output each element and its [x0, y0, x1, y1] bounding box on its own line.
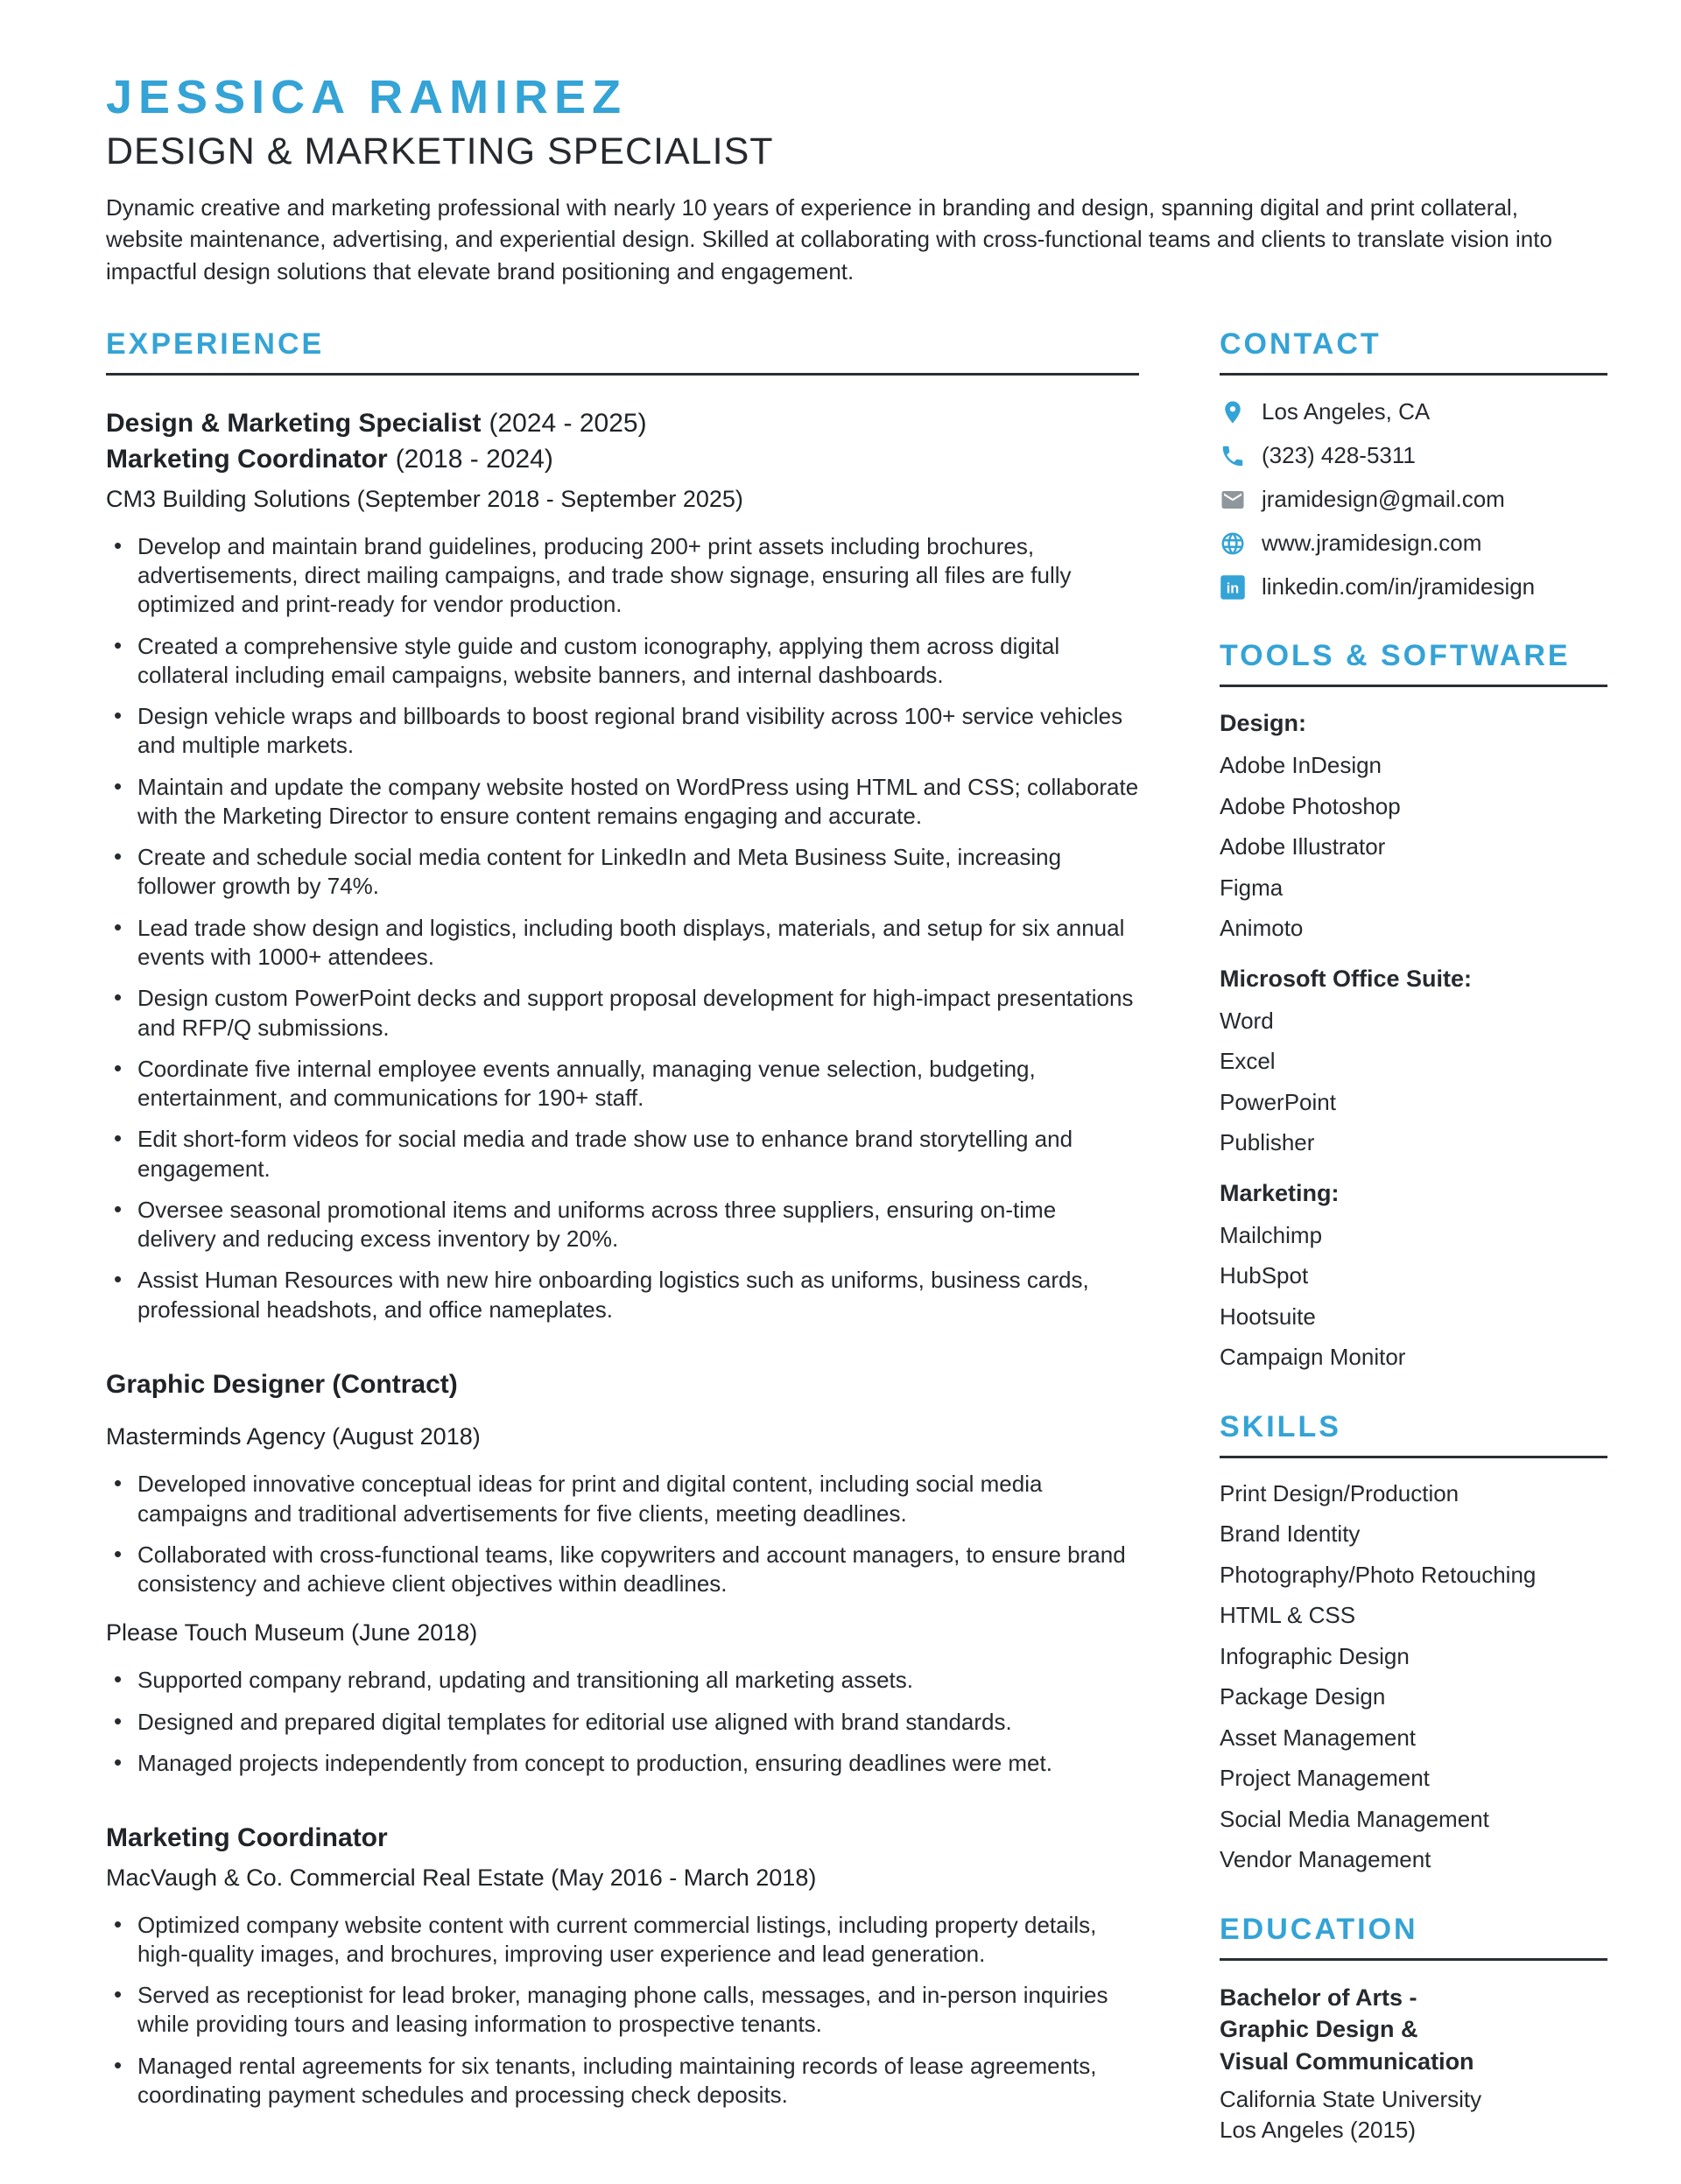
bullet-item: • Oversee seasonal promotional items and uniforms across three suppliers, ensuring on-time delivery and reducing excess inventory by 20%.: [106, 1196, 1139, 1254]
education-heading: EDUCATION: [1220, 1912, 1418, 1946]
education-section: [1220, 1913, 1607, 2146]
tools-heading: TOOLS & SOFTWARE: [1220, 639, 1571, 672]
tool-item: Adobe Illustrator: [1220, 833, 1386, 860]
experience-heading: EXPERIENCE: [106, 327, 325, 361]
tool-item: Mailchimp: [1220, 1221, 1323, 1248]
bullet-item: • Developed innovative conceptual ideas for print and digital content, including social media campaigns and traditional advertisements for five clients, meeting deadlines.: [106, 1470, 1139, 1528]
content-columns: [106, 327, 1606, 2184]
contact-linkedin: [1220, 573, 1607, 600]
contact-section: [1220, 327, 1607, 600]
job-bullets: [106, 1911, 1139, 2110]
bullet-item: • Collaborated with cross-functional teams, like copywriters and account managers, to ensure brand consistency and achieve client objectives within deadlines.: [106, 1541, 1139, 1599]
role-title: Marketing Coordinator: [106, 445, 388, 474]
skills-list: [1220, 1479, 1607, 1874]
experience-section-head: [106, 327, 1139, 376]
skills-heading: SKILLS: [1220, 1409, 1341, 1443]
job-cm3: [106, 405, 1139, 1324]
school-line: Los Angeles (2015): [1220, 2117, 1417, 2144]
tool-group-label: Design:: [1220, 710, 1307, 736]
skill-item: Social Media Management: [1220, 1805, 1489, 1832]
bullet-item: • Created a comprehensive style guide and custom iconography, applying them across digital collateral including email campaigns, website banners, and internal dashboards.: [106, 632, 1139, 691]
contact-website: [1220, 530, 1607, 557]
contact-list: [1220, 398, 1607, 600]
skill-item: Brand Identity: [1220, 1520, 1361, 1548]
role-line-2: [106, 441, 1139, 477]
skill-item: Photography/Photo Retouching: [1220, 1561, 1537, 1588]
person-name: JESSICA RAMIREZ: [106, 71, 628, 123]
tool-item: Publisher: [1220, 1129, 1315, 1156]
job-graphic-designer: [106, 1366, 1139, 1778]
contact-location: [1220, 398, 1607, 425]
phone-icon: [1220, 443, 1246, 469]
tool-item: Animoto: [1220, 915, 1304, 942]
experience-column: [106, 327, 1139, 2122]
tool-item: Adobe InDesign: [1220, 752, 1382, 779]
skills-section-head: [1220, 1410, 1607, 1458]
tools-section-head: [1220, 639, 1607, 687]
bullet-item: • Optimized company website content with current commercial listings, including property details, high-quality images, and brochures, improving user experience and lead generation.: [106, 1911, 1139, 1970]
person-title: DESIGN & MARKETING SPECIALIST: [106, 130, 774, 173]
tool-group-design: [1220, 708, 1607, 943]
bullet-item: • Create and schedule social media content for LinkedIn and Meta Business Suite, increasing follower growth by 74%.: [106, 843, 1139, 902]
role-title: Design & Marketing Specialist: [106, 409, 482, 438]
bullet-item: • Design vehicle wraps and billboards to boost regional brand visibility across 100+ service vehicles and multiple markets.: [106, 702, 1139, 761]
bullet-item: • Supported company rebrand, updating and transitioning all marketing assets.: [106, 1666, 1139, 1695]
tool-item: Figma: [1220, 874, 1284, 901]
tool-item: HubSpot: [1220, 1262, 1309, 1289]
degree-line: Visual Communication: [1220, 2047, 1474, 2075]
globe-icon: [1220, 530, 1246, 557]
bullet-item: • Managed rental agreements for six tenants, including maintaining records of lease agreements, coordinating payment schedules and processing check deposits.: [106, 2052, 1139, 2110]
tool-item: Campaign Monitor: [1220, 1344, 1406, 1371]
tool-item: PowerPoint: [1220, 1088, 1336, 1115]
tool-group-marketing: [1220, 1178, 1607, 1372]
company-line: CM3 Building Solutions (September 2018 - September 2025): [106, 485, 743, 512]
tool-group-label: Microsoft Office Suite:: [1220, 965, 1473, 992]
location-pin-icon: [1220, 399, 1246, 425]
summary-paragraph: Dynamic creative and marketing professional with nearly 10 years of experience in branding and design, spanning digital and print collateral, website maintenance, advertising, and experiential design. Skilled at collaborating with cross-functional teams and clients to translate vision into impactful design solutions that elevate brand positioning and engagement.: [106, 193, 1552, 284]
role-line-1: [106, 405, 1139, 441]
contact-text: jramidesign@gmail.com: [1262, 486, 1505, 512]
skills-section: [1220, 1410, 1607, 1874]
skill-item: HTML & CSS: [1220, 1602, 1356, 1629]
school-line: California State University: [1220, 2086, 1482, 2113]
role-dates: (2018 - 2024): [395, 445, 553, 474]
employer-line: Please Touch Museum (June 2018): [106, 1619, 478, 1647]
degree-line: Graphic Design &: [1220, 2016, 1418, 2043]
contact-section-head: [1220, 327, 1607, 376]
skill-item: Package Design: [1220, 1683, 1386, 1710]
job-bullets: [106, 532, 1139, 1324]
tool-item: Excel: [1220, 1048, 1276, 1075]
employer-line: Masterminds Agency (August 2018): [106, 1423, 481, 1450]
contact-email: [1220, 486, 1607, 513]
skill-item: Asset Management: [1220, 1724, 1417, 1751]
skill-item: Print Design/Production: [1220, 1479, 1459, 1506]
job-marketing-coordinator: [106, 1820, 1139, 2110]
contact-text: www.jramidesign.com: [1262, 530, 1482, 556]
job-bullets: [106, 1666, 1139, 1778]
skill-item: Vendor Management: [1220, 1846, 1431, 1873]
email-icon: [1220, 487, 1246, 513]
bullet-item: • Coordinate five internal employee events annually, managing venue selection, budgeting, entertainment, and communications for 190+ staff.: [106, 1055, 1139, 1113]
contact-phone: [1220, 442, 1607, 469]
linkedin-icon: [1220, 574, 1246, 600]
tool-item: Word: [1220, 1007, 1274, 1034]
contact-text: (323) 428-5311: [1262, 442, 1416, 468]
tool-group-label: Marketing:: [1220, 1179, 1340, 1206]
bullet-item: • Managed projects independently from concept to production, ensuring deadlines were met.: [106, 1749, 1139, 1778]
tool-group-office: [1220, 964, 1607, 1157]
company-line: MacVaugh & Co. Commercial Real Estate (May 2016 - March 2018): [106, 1864, 817, 1891]
skill-item: Project Management: [1220, 1765, 1430, 1792]
education-section-head: [1220, 1913, 1607, 1961]
bullet-item: • Edit short-form videos for social media and trade show use to enhance brand storytelling and engagement.: [106, 1125, 1139, 1183]
bullet-item: • Develop and maintain brand guidelines, producing 200+ print assets including brochures, advertisements, direct mailing campaigns, and trade show signage, ensuring all files are fully optimized and print-ready for vendor production.: [106, 532, 1139, 620]
school-block: [1220, 2084, 1607, 2145]
job-bullets: [106, 1470, 1139, 1598]
bullet-item: • Lead trade show design and logistics, including booth displays, materials, and setup for six annual events with 1000+ attendees.: [106, 914, 1139, 973]
education-body: [1220, 1982, 1607, 2146]
contact-text: Los Angeles, CA: [1262, 398, 1431, 425]
contact-heading: CONTACT: [1220, 327, 1382, 361]
bullet-item: • Design custom PowerPoint decks and support proposal development for high-impact presentations and RFP/Q submissions.: [106, 984, 1139, 1043]
bullet-item: • Designed and prepared digital templates for editorial use aligned with brand standards.: [106, 1708, 1139, 1737]
role-line: [106, 1820, 1139, 1856]
skill-item: Infographic Design: [1220, 1642, 1410, 1669]
bullet-item: • Assist Human Resources with new hire onboarding logistics such as uniforms, business cards, professional headshots, and office nameplates.: [106, 1266, 1139, 1324]
degree-line: Bachelor of Arts -: [1220, 1984, 1417, 2011]
sidebar: [1220, 327, 1607, 2184]
role-dates: (2024 - 2025): [489, 409, 647, 438]
header: [106, 72, 1606, 287]
svg-text:in: in: [1226, 579, 1240, 596]
tool-item: Hootsuite: [1220, 1303, 1316, 1330]
tool-item: Adobe Photoshop: [1220, 792, 1401, 819]
contact-text: linkedin.com/in/jramidesign: [1262, 573, 1536, 600]
role-title: Graphic Designer (Contract): [106, 1369, 458, 1399]
tools-section: [1220, 639, 1607, 1372]
role-title: Marketing Coordinator: [106, 1823, 388, 1853]
bullet-item: • Maintain and update the company website hosted on WordPress using HTML and CSS; collaborate with the Marketing Director to ensure content remains engaging and accurate.: [106, 773, 1139, 832]
bullet-item: • Served as receptionist for lead broker, managing phone calls, messages, and in-person inquiries while providing tours and leasing information to prospective tenants.: [106, 1981, 1139, 2040]
role-line: [106, 1366, 1139, 1402]
